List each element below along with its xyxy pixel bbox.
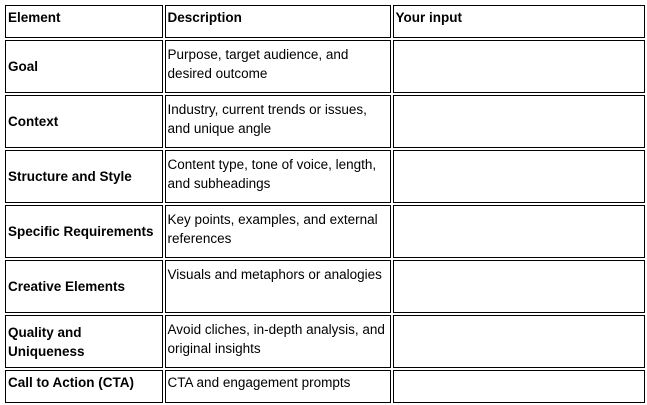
table-row: [5, 150, 645, 203]
element-name-cell: Structure and Style: [5, 150, 163, 203]
description-cell: Purpose, target audience, and desired outcome: [165, 40, 391, 93]
your-input-cell[interactable]: [393, 260, 645, 313]
your-input-cell[interactable]: [393, 150, 645, 203]
your-input-cell[interactable]: [393, 315, 645, 368]
description-cell: CTA and engagement prompts: [165, 370, 391, 403]
description-cell: Avoid cliches, in-depth analysis, and original insights: [165, 315, 391, 368]
table-row: [5, 40, 645, 93]
header-description: Description: [165, 5, 391, 38]
header-element: Element: [5, 5, 163, 38]
table-row: [5, 95, 645, 148]
description-cell: Content type, tone of voice, length, and subheadings: [165, 150, 391, 203]
element-name-cell: Call to Action (CTA): [5, 370, 163, 403]
your-input-cell[interactable]: [393, 205, 645, 258]
table-row: [5, 315, 645, 368]
your-input-cell[interactable]: [393, 40, 645, 93]
your-input-cell[interactable]: [393, 370, 645, 403]
description-cell: Industry, current trends or issues, and unique angle: [165, 95, 391, 148]
table-body: [5, 5, 645, 403]
description-cell: Visuals and metaphors or analogies: [165, 260, 391, 313]
element-name-cell: Quality and Uniqueness: [5, 315, 163, 368]
table-row: [5, 260, 645, 313]
header-your-input: Your input: [393, 5, 645, 38]
element-name-cell: Context: [5, 95, 163, 148]
element-name-cell: Goal: [5, 40, 163, 93]
table-row: [5, 205, 645, 258]
prompt-elements-table: [3, 3, 647, 405]
element-name-cell: Specific Requirements: [5, 205, 163, 258]
element-name-cell: Creative Elements: [5, 260, 163, 313]
description-cell: Key points, examples, and external references: [165, 205, 391, 258]
table-header-row: [5, 5, 645, 38]
your-input-cell[interactable]: [393, 95, 645, 148]
table-row: [5, 370, 645, 403]
